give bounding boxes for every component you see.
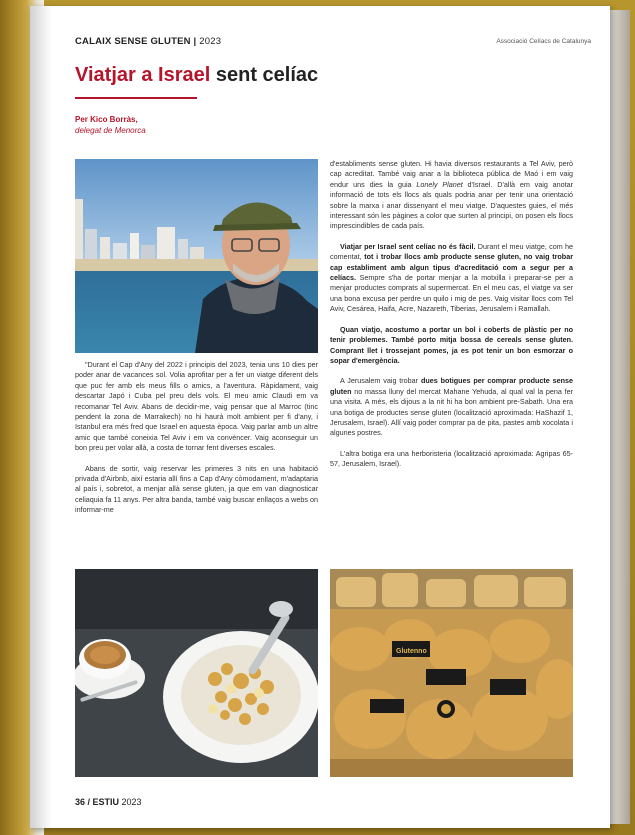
selfie-beach-photo <box>75 159 318 353</box>
right-text-column <box>330 159 573 480</box>
association-name: Associació Celíacs de Catalunya <box>496 38 591 45</box>
paragraph-herbalist: L'altra botiga era una herboristeria (localització aproximada: Agripas 65-57, Jerusalem, Israel). <box>330 448 573 469</box>
paragraph-research <box>330 159 573 232</box>
title-highlight: Viatjar a Israel <box>75 64 211 86</box>
section-name: CALAIX SENSE GLUTEN <box>75 36 191 47</box>
jerusalem-highlight: dues botigues per comprar producte sense gluten <box>330 376 573 396</box>
article-title <box>75 64 318 87</box>
paragraph-intro: "Durant el Cap d'Any del 2022 i principis del 2023, tenia uns 10 dies per poder anar de vacances sol. Volia aprofitar per a fer un viatge diferent dels que puc fer amb els meus fills o amics, a l'aventura. Ràpidament, vaig descartar Japó i Cuba pel preu dels vols. El meu amic Claudi em va recomanar Tel Aviv. Abans de decidir-me, vaig pensar que al Marroc (tinc pendent la zona de Marrakech) no hi haurà molt ambient per fi d'any, i Istanbul era més fred que Israel en aquesta època. Vaig parlar amb un altre amic que també coneixia Tel Aviv i em va convèncer. Vaig aconseguir un bon preu per volar allà, a costa de tornar fent diverses escales. <box>75 360 318 453</box>
research-text-a: d'establiments sense gluten. Hi havia diversos restaurants a Tel Aviv, però cap acreditat. També vaig anar a la biblioteca pública de Maó i em vaig endur uns dies la guia <box>330 159 573 189</box>
breakfast-photo <box>75 569 318 777</box>
gluten-free-shop-photo <box>330 569 573 777</box>
gutter-shadow <box>30 6 52 828</box>
tips-text: Quan viatjo, acostumo a portar un bol i coberts de plàstic per no tenir problemes. També porto mitja bossa de cereals sense gluten. Comprant llet i trossejant pomes, ja es pot tenir un bon esmorzar o sopar d'emergència. <box>330 324 573 365</box>
title-rest: sent celíac <box>210 64 319 86</box>
author-role: delegat de Menorca <box>75 126 146 135</box>
footer-year: 2023 <box>119 797 142 807</box>
guide-name: Lonely Planet <box>416 179 463 189</box>
page-footer <box>75 797 142 807</box>
section-header <box>75 36 221 47</box>
paragraph-tips <box>330 325 573 367</box>
product-bag-label: Glutenno <box>396 648 427 655</box>
jerusalem-text-a: A Jerusalem vaig trobar <box>340 376 421 386</box>
travel-text-a: Durant el meu viatge, com he comentat, <box>330 241 573 262</box>
page-edge <box>608 10 630 824</box>
paragraph-booking: Abans de sortir, vaig reservar les primeres 3 nits en una habitació privada d'Airbnb, així estaria allí fins a Cap d'Any còmodament, m'adaptaria al país i, sobretot, a menjar allà sense gluten, ja que em van diagnosticar celiaquia fa 11 anys. Per altra banda, també vaig buscar enllaços a webs on informar-me <box>75 463 318 515</box>
title-underline <box>75 97 197 99</box>
jerusalem-text-b: no massa lluny del mercat Mahane Yehuda, al qual val la pena fer una visita. A més, els dijous a la nit hi ha bon ambient pre-Sabath. Una era una botiga de productes sense gluten (localització aproximada: HaShazif 1, Jerusalem, Israel). Allí vaig poder comprar pa de pita, pastes amb xocolata i algunes postres. <box>330 386 573 438</box>
page-number: 36 / ESTIU <box>75 797 120 807</box>
section-year: 2023 <box>199 36 222 47</box>
byline <box>75 114 146 136</box>
travel-highlight: tot i trobar llocs amb producte sense gluten, no vaig trobar cap establiment amb algun tipus d'acreditació com a segur per a celíacs. <box>330 252 573 283</box>
research-text-b: d'Israel. D'allà em vaig anotar informació de tots els llocs als quals podria anar per tenir una orientació sobre la marxa i anar dissenyant el meu viatge. D'aquestes guies, el més interessant són les pàgines a color que surten al principi, on posen els llocs imprescindibles de cada país. <box>330 179 573 231</box>
paragraph-jerusalem <box>330 376 573 438</box>
section-separator: | <box>190 36 200 47</box>
travel-text-b: Sempre s'ha de portar menjar a la motxilla i preparar-se per a menjar productes comprats al supermercat. En el meu cas, el viatge va ser una bona excusa per perdre un quilo i mig de pes. Vaig visitar llocs com Tel Aviv, Cesárea, Haifa, Acre, Nazareth, Tiberias, Jerusalem i Ramallah. <box>330 273 573 314</box>
travel-lead: Viatjar per Israel sent celíac no és fàcil. <box>340 241 476 251</box>
author-name: Per Kico Borràs, <box>75 115 138 124</box>
left-text-column <box>75 360 318 526</box>
paragraph-travel <box>330 242 573 315</box>
